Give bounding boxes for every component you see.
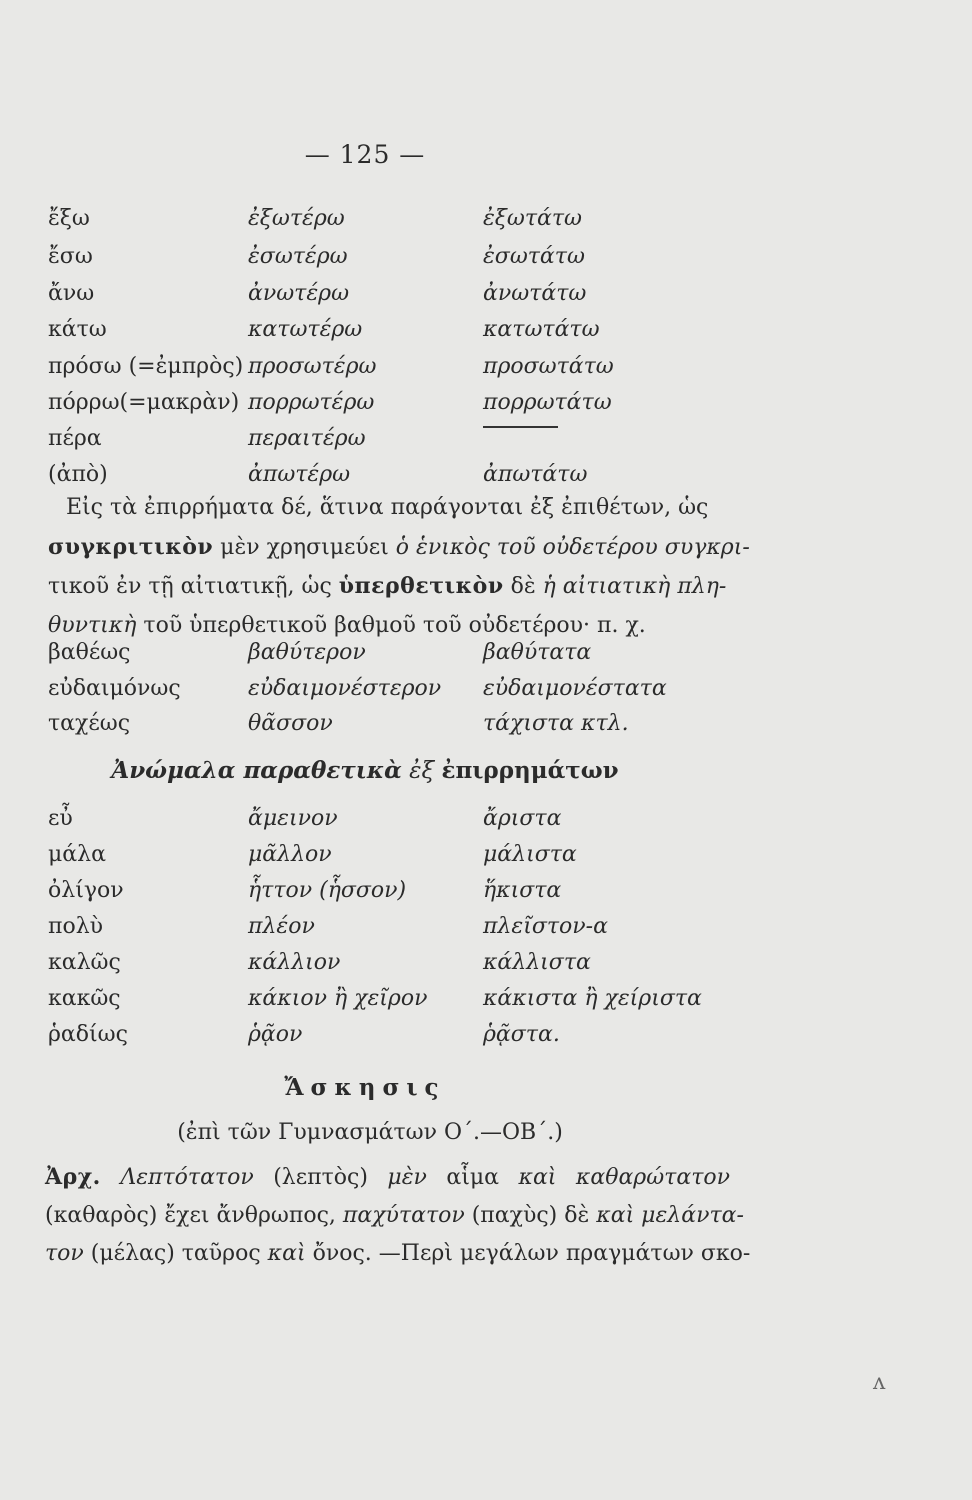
- corner-mark: ʌ: [873, 1370, 886, 1395]
- page-number: — 125 —: [304, 140, 426, 169]
- exercise-heading: Ἄσκησις: [284, 1074, 446, 1101]
- rule-paragraph: Εἰς τὰ ἐπιρρήματα δέ, ἅτινα παράγονται ἐξ ἐπιθέτων, ὡς συγκριτικὸν μὲν χρησιμεύει ὁ ἑνικὸς τοῦ οὐδετέρου συγκρι- τικοῦ ἐν τῇ αἰτιατικῇ, ὡς ὑπερθετικὸν δὲ ἡ αἰτιατικὴ πλη- θυντικὴ τοῦ ὑπερθετικοῦ βαθμοῦ τοῦ οὐδετέρου· π. χ.: [48, 495, 750, 638]
- irregular-heading: Ἀνώμαλα παραθετικὰ ἐξ ἐπιρρημάτων: [111, 757, 619, 784]
- exercise-paragraph: Ἀρχ. Λεπτότατον (λεπτὸς) μὲν αἷμα καὶ καθαρώτατον (καθαρὸς) ἔχει ἄνθρωπος, παχύτατον (παχὺς) δὲ καὶ μελάντα- τον (μέλας) ταῦρος καὶ ὄνος. —Περὶ μεγάλων πραγμάτων σκο-: [45, 1164, 751, 1266]
- exercise-subheading: (ἐπὶ τῶν Γυμνασμάτων Ο΄.—ΟΒ΄.): [177, 1120, 563, 1145]
- book-page: — 125 — ἔξω ἐξωτέρω ἐξωτάτω ἔσω ἐσωτέρω ἐσωτάτω ἄνω ἀνωτέρω ἀνωτάτω κάτω κατωτέρω κατωτάτω πρόσω (=ἐμπρὸς) προσωτέρω προσωτάτω πόρρω(=μακρὰν) πορρωτέρω πορρωτάτω πέρα περαιτέρω (ἀπὸ) ἀπωτέρω ἀπωτάτω Εἰς τὰ ἐπιρρήματα δέ, ἅτινα παράγονται ἐξ ἐπιθέτων, ὡς συγκριτικὸν μὲν χρησιμεύει ὁ ἑνικὸς τοῦ οὐδετέρου συγκρι- τικοῦ ἐν τῇ αἰτιατικῇ, ὡς ὑπερθετικὸν δὲ ἡ αἰτιατικὴ πλη- θυντικὴ τοῦ ὑπερθετικοῦ βαθμοῦ τοῦ οὐδετέρου· π. χ. βαθέως βαθύτερον βαθύτατα εὐδαιμόνως εὐδαιμονέστερον εὐδαιμονέστατα ταχέως θᾶσσον τάχιστα κτλ. Ἀνώμαλα παραθετικὰ ἐξ ἐπιρρημάτων εὖ ἄμεινον ἄριστα μάλα μᾶλλον μάλιστα ὀλίγον ἧττον (ἧσσον) ἥκιστα πολὺ πλέον πλεῖστον-α καλῶς κάλλιον κάλλιστα κακῶς κάκιον ἢ χεῖρον κάκιστα ἢ χείριστα ῥαδίως ῥᾷον ῥᾷστα. Ἄσκησις (ἐπὶ τῶν Γυμνασμάτων Ο΄.—ΟΒ΄.) Ἀρχ. Λεπτότατον (λεπτὸς) μὲν αἷμα καὶ καθαρώτατον (καθαρὸς) ἔχει ἄνθρωπος, παχύτατον (παχὺς) δὲ καὶ μελάντα- τον (μέλας) ταῦρος καὶ ὄνος. —Περὶ μεγάλων πραγμάτων σκο- ʌ: [0, 0, 972, 1500]
